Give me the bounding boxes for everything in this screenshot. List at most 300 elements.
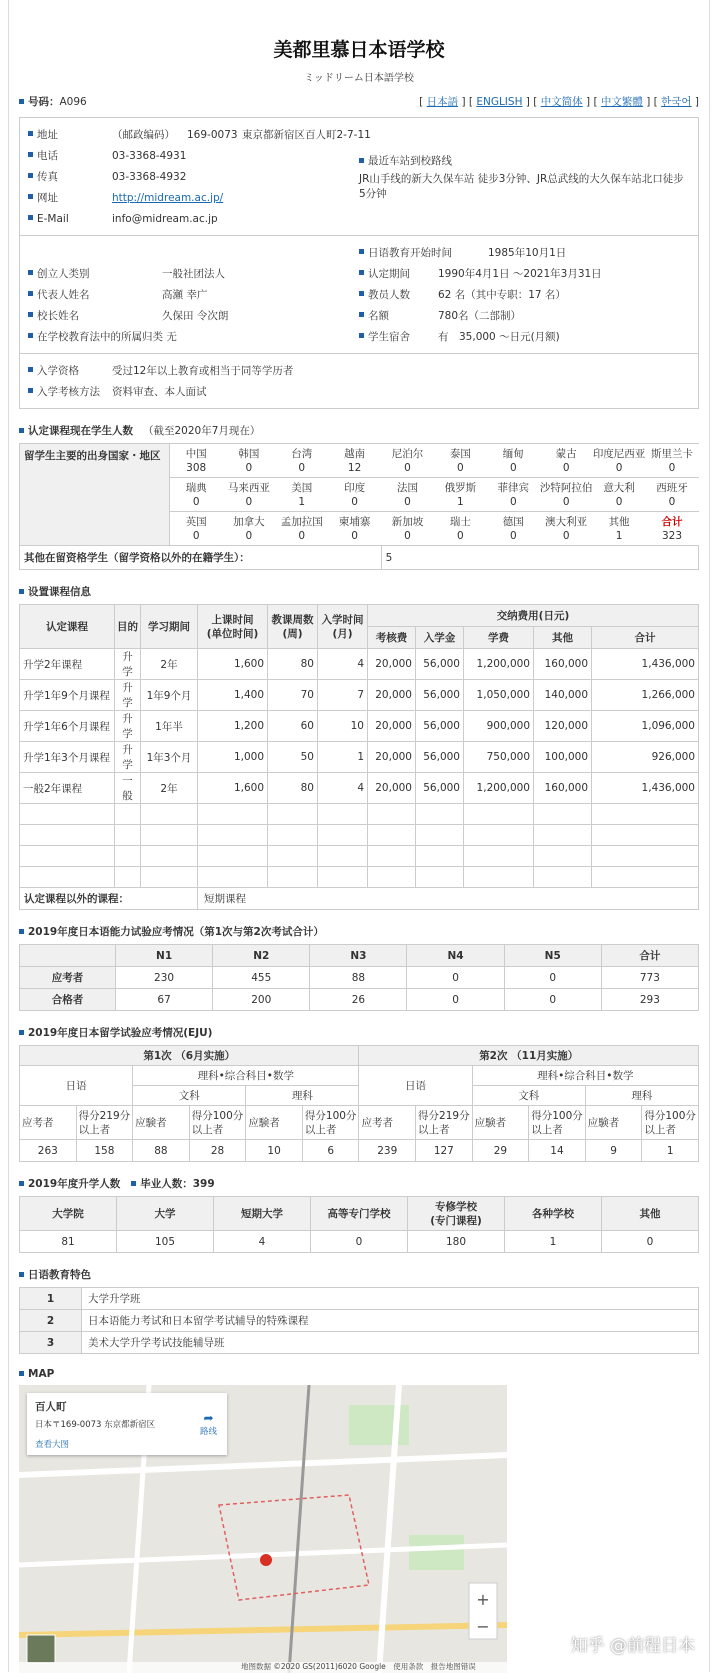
lang-link-zh-tw[interactable]: 中文繁體 bbox=[600, 96, 643, 108]
column-header: 其他 bbox=[534, 627, 592, 649]
table-cell: 升学2年课程 bbox=[20, 649, 115, 680]
empty-cell bbox=[115, 825, 141, 846]
column-header: N5 bbox=[504, 945, 601, 967]
table-cell: 67 bbox=[116, 989, 213, 1011]
table-cell: 1,600 bbox=[198, 649, 268, 680]
lang-link-zh-cn[interactable]: 中文简体 bbox=[540, 96, 583, 108]
empty-cell bbox=[464, 846, 534, 867]
country-name: 加拿大 bbox=[233, 515, 265, 528]
table-cell: 20,000 bbox=[368, 711, 416, 742]
bullet-icon bbox=[359, 249, 364, 254]
country-name: 泰国 bbox=[449, 447, 471, 460]
method-value: 资料审查、本人面试 bbox=[112, 386, 207, 398]
empty-cell bbox=[318, 804, 368, 825]
map-section-title bbox=[19, 1368, 699, 1380]
table-cell: 180 bbox=[408, 1231, 505, 1253]
table-cell: 升学1年9个月课程 bbox=[20, 680, 115, 711]
column-header: 大学 bbox=[117, 1197, 214, 1231]
map-place-address: 日本〒169-0073 东京都新宿区 bbox=[35, 1420, 156, 1430]
fax-label: 传真 bbox=[37, 171, 58, 183]
eju-humanities-header: 文科 bbox=[133, 1086, 246, 1106]
country-count: 0 bbox=[404, 495, 411, 508]
eju-subheader: 得分100分以上者 bbox=[642, 1106, 699, 1140]
other-courses-label: 认定课程以外的课程： bbox=[20, 888, 198, 910]
country-count: 0 bbox=[192, 529, 200, 542]
table-cell: 0 bbox=[311, 1231, 408, 1253]
id-value: A096 bbox=[59, 96, 87, 108]
table-cell: 26 bbox=[310, 989, 407, 1011]
column-header: 考核费 bbox=[368, 627, 416, 649]
empty-cell bbox=[464, 867, 534, 888]
table-cell: 773 bbox=[601, 967, 698, 989]
table-cell: 56,000 bbox=[416, 742, 464, 773]
country-name: 印度 bbox=[344, 481, 366, 494]
law-label: 在学校教育法中的所属归类 bbox=[37, 331, 163, 343]
country-name: 合计 bbox=[661, 515, 683, 528]
table-row bbox=[20, 967, 699, 989]
column-header: 合计 bbox=[592, 627, 699, 649]
feature-text: 日本语能力考试和日本留学考试辅导的特殊课程 bbox=[82, 1310, 699, 1332]
eju-value: 263 bbox=[20, 1140, 77, 1162]
empty-cell bbox=[592, 867, 699, 888]
country-cell bbox=[540, 444, 593, 478]
table-cell: 0 bbox=[407, 989, 504, 1011]
country-count: 0 bbox=[351, 529, 358, 542]
bullet-icon bbox=[19, 929, 24, 934]
country-cell bbox=[487, 444, 540, 478]
table-cell: 293 bbox=[601, 989, 698, 1011]
empty-cell bbox=[268, 846, 318, 867]
empty-cell bbox=[141, 867, 198, 888]
table-cell: 升学1年3个月课程 bbox=[20, 742, 115, 773]
empty-row bbox=[20, 825, 699, 846]
email-value: info@midream.ac.jp bbox=[112, 212, 218, 225]
eju-science-header: 理科•综合科目•数学 bbox=[472, 1066, 698, 1086]
country-count: 0 bbox=[509, 461, 517, 474]
table-cell: 1,436,000 bbox=[592, 773, 699, 804]
table-cell: 56,000 bbox=[416, 649, 464, 680]
graduates-count: 毕业人数：399 bbox=[140, 1178, 215, 1190]
column-header: 上课时间 (单位时间) bbox=[198, 605, 268, 649]
empty-cell bbox=[534, 846, 592, 867]
country-name: 瑞典 bbox=[185, 481, 207, 494]
empty-cell bbox=[534, 804, 592, 825]
country-count: 0 bbox=[509, 495, 517, 508]
bullet-icon bbox=[19, 99, 24, 104]
empty-cell bbox=[464, 804, 534, 825]
table-cell: 1,200,000 bbox=[464, 649, 534, 680]
bullet-icon bbox=[19, 1181, 24, 1186]
bullet-icon bbox=[28, 312, 33, 317]
contact-section bbox=[20, 118, 698, 236]
eju-subheader: 得分100分以上者 bbox=[529, 1106, 586, 1140]
website-link[interactable]: http://midream.ac.jp/ bbox=[112, 191, 224, 204]
country-name: 英国 bbox=[185, 515, 207, 528]
eju-value: 10 bbox=[246, 1140, 303, 1162]
features-section-title bbox=[19, 1267, 699, 1282]
table-row bbox=[20, 742, 699, 773]
postal-code: 169-0073 bbox=[187, 128, 238, 141]
country-count: 0 bbox=[245, 461, 253, 474]
features-title: 日语教育特色 bbox=[28, 1269, 91, 1281]
eju-value: 127 bbox=[416, 1140, 473, 1162]
country-count: 0 bbox=[245, 495, 253, 508]
country-cell bbox=[170, 478, 223, 512]
country-count: 0 bbox=[615, 495, 623, 508]
country-count: 323 bbox=[661, 529, 683, 542]
empty-row bbox=[20, 867, 699, 888]
table-cell: 60 bbox=[268, 711, 318, 742]
lang-link-jp[interactable]: 日本語 bbox=[426, 96, 459, 108]
table-row bbox=[20, 888, 699, 910]
country-cell bbox=[434, 512, 487, 546]
courses-table bbox=[19, 604, 699, 910]
eju-japanese-header: 日语 bbox=[20, 1066, 133, 1106]
other-students-label: 其他在留资格学生（留学资格以外的在籍学生）： bbox=[20, 546, 382, 570]
table-cell: 升学1年6个月课程 bbox=[20, 711, 115, 742]
address-value: 東京都新宿区百人町2-7-11 bbox=[242, 129, 371, 141]
eju-subheader: 得分100分以上者 bbox=[189, 1106, 246, 1140]
eju-first-header: 第1次 （6月实施） bbox=[20, 1046, 359, 1066]
map-place-card bbox=[27, 1393, 227, 1455]
country-name: 马来西亚 bbox=[227, 481, 270, 494]
directions-button[interactable] bbox=[200, 1411, 217, 1437]
empty-cell bbox=[416, 825, 464, 846]
country-label: 留学生主要的出身国家・地区 bbox=[20, 444, 170, 546]
info-box bbox=[19, 117, 699, 409]
table-cell: 1,600 bbox=[198, 773, 268, 804]
jlpt-table bbox=[19, 944, 699, 1011]
bullet-icon bbox=[19, 1030, 24, 1035]
students-note: （截至2020年7月现在） bbox=[143, 425, 261, 437]
empty-cell bbox=[368, 846, 416, 867]
eju-subheader: 应験者 bbox=[585, 1106, 642, 1140]
column-header: 入学金 bbox=[416, 627, 464, 649]
table-cell: 80 bbox=[268, 649, 318, 680]
map-title: MAP bbox=[28, 1368, 55, 1380]
country-count: 0 bbox=[562, 461, 570, 474]
table-header-row bbox=[20, 945, 699, 967]
principal-value: 久保田 令次朗 bbox=[162, 310, 229, 322]
country-cell bbox=[646, 512, 699, 546]
country-count: 0 bbox=[298, 529, 306, 542]
empty-cell bbox=[268, 825, 318, 846]
country-name: 俄罗斯 bbox=[444, 481, 477, 494]
table-cell: 4 bbox=[318, 773, 368, 804]
features-table bbox=[19, 1287, 699, 1354]
eju-second-header: 第2次 （11月实施） bbox=[359, 1046, 699, 1066]
country-name: 新加坡 bbox=[391, 515, 424, 528]
table-cell: 20,000 bbox=[368, 649, 416, 680]
jlpt-title: 2019年度日本语能力试验应考情况（第1次与第2次考试合计） bbox=[28, 926, 324, 938]
teachers-value: 62 名（其中专职：17 名） bbox=[438, 289, 566, 301]
table-cell: 1年3个月 bbox=[141, 742, 198, 773]
country-cell bbox=[540, 478, 593, 512]
eju-subheader: 应験者 bbox=[472, 1106, 529, 1140]
admission-section bbox=[20, 354, 698, 408]
view-larger-map-link[interactable]: 查看大图 bbox=[35, 1440, 70, 1450]
table-header-row bbox=[20, 605, 699, 627]
page bbox=[8, 0, 710, 1672]
bullet-icon bbox=[19, 1371, 24, 1376]
table-cell: 1,200 bbox=[198, 711, 268, 742]
map-pin-icon bbox=[260, 1554, 272, 1566]
country-cell bbox=[646, 444, 699, 478]
table-cell: 1,000 bbox=[198, 742, 268, 773]
country-cell bbox=[381, 512, 434, 546]
country-name: 澳大利亚 bbox=[545, 515, 588, 528]
eju-subheader: 应験者 bbox=[246, 1106, 303, 1140]
empty-cell bbox=[534, 825, 592, 846]
period-label: 认定期间 bbox=[368, 268, 410, 280]
column-header: 学费 bbox=[464, 627, 534, 649]
country-cell bbox=[593, 444, 646, 478]
table-cell: 0 bbox=[602, 1231, 699, 1253]
country-cell bbox=[222, 478, 275, 512]
table-cell: 20,000 bbox=[368, 680, 416, 711]
empty-cell bbox=[141, 846, 198, 867]
table-cell: 50 bbox=[268, 742, 318, 773]
table-cell: 926,000 bbox=[592, 742, 699, 773]
eju-sciences-header: 理科 bbox=[585, 1086, 698, 1106]
empty-cell bbox=[115, 867, 141, 888]
fax-value: 03-3368-4932 bbox=[112, 170, 187, 183]
country-cell bbox=[222, 512, 275, 546]
eju-value: 1 bbox=[642, 1140, 699, 1162]
feature-number: 3 bbox=[20, 1332, 82, 1354]
country-cell bbox=[487, 478, 540, 512]
bullet-icon bbox=[28, 215, 33, 220]
country-cell bbox=[275, 512, 328, 546]
eju-subheader: 应考者 bbox=[359, 1106, 416, 1140]
founder-label: 创立人类别 bbox=[37, 268, 90, 280]
table-cell: 56,000 bbox=[416, 711, 464, 742]
empty-cell bbox=[592, 825, 699, 846]
lang-link-en[interactable]: ENGLISH bbox=[476, 96, 523, 108]
satellite-toggle-icon bbox=[27, 1635, 55, 1663]
country-name: 美国 bbox=[291, 481, 313, 494]
country-name: 法国 bbox=[397, 481, 418, 494]
table-cell: 160,000 bbox=[534, 649, 592, 680]
zoom-in-icon: + bbox=[476, 1590, 490, 1609]
bullet-icon bbox=[19, 589, 24, 594]
students-title: 认定课程现在学生人数 bbox=[28, 425, 133, 437]
table-cell: 1,436,000 bbox=[592, 649, 699, 680]
tel-label: 电话 bbox=[37, 150, 58, 162]
eju-section-title bbox=[19, 1025, 699, 1040]
table-header-row bbox=[20, 1066, 699, 1086]
eju-value: 88 bbox=[133, 1140, 190, 1162]
eju-value: 6 bbox=[302, 1140, 359, 1162]
entrance-title: 2019年度升学人数 bbox=[28, 1178, 121, 1190]
country-name: 越南 bbox=[344, 447, 366, 460]
table-cell: 7 bbox=[318, 680, 368, 711]
empty-cell bbox=[20, 804, 115, 825]
bullet-icon bbox=[28, 270, 33, 275]
email-label: E-Mail bbox=[37, 212, 69, 225]
empty-cell bbox=[115, 804, 141, 825]
empty-cell bbox=[534, 867, 592, 888]
map-place-name: 百人町 bbox=[35, 1401, 67, 1413]
empty-cell bbox=[20, 825, 115, 846]
bullet-icon bbox=[28, 131, 33, 136]
country-cell bbox=[593, 512, 646, 546]
table-cell: 升学 bbox=[115, 742, 141, 773]
country-name: 中国 bbox=[185, 447, 207, 460]
bullet-icon bbox=[131, 1181, 136, 1186]
empty-row bbox=[20, 846, 699, 867]
empty-row bbox=[20, 804, 699, 825]
table-row bbox=[20, 1231, 699, 1253]
eju-sciences-header: 理科 bbox=[246, 1086, 359, 1106]
eju-value: 158 bbox=[76, 1140, 133, 1162]
empty-cell bbox=[198, 846, 268, 867]
table-cell: 200 bbox=[213, 989, 310, 1011]
capacity-value: 780名（二部制） bbox=[438, 310, 522, 322]
bullet-icon bbox=[28, 388, 33, 393]
bullet-icon bbox=[28, 173, 33, 178]
country-cell bbox=[170, 444, 223, 478]
eju-subheader: 应験者 bbox=[133, 1106, 190, 1140]
table-cell: 100,000 bbox=[534, 742, 592, 773]
courses-section-title bbox=[19, 584, 699, 599]
country-name: 瑞士 bbox=[449, 515, 471, 528]
empty-cell bbox=[368, 867, 416, 888]
students-table bbox=[19, 443, 699, 570]
eju-subheader: 应考者 bbox=[20, 1106, 77, 1140]
table-row bbox=[20, 773, 699, 804]
table-cell: 88 bbox=[310, 967, 407, 989]
dorm-label: 学生宿舍 bbox=[368, 331, 410, 343]
table-cell: 20,000 bbox=[368, 773, 416, 804]
feature-number: 2 bbox=[20, 1310, 82, 1332]
column-header: 学习期间 bbox=[141, 605, 198, 649]
empty-cell bbox=[464, 825, 534, 846]
entrance-table bbox=[19, 1196, 699, 1253]
station-value: JR山手线的新大久保车站 徒步3分钟、JR总武线的大久保车站北口徒步5分钟 bbox=[359, 173, 684, 200]
country-cell bbox=[328, 444, 381, 478]
country-count: 308 bbox=[186, 461, 207, 474]
table-cell: 4 bbox=[318, 649, 368, 680]
table-cell: 1 bbox=[505, 1231, 602, 1253]
eju-value: 239 bbox=[359, 1140, 416, 1162]
country-name: 斯里兰卡 bbox=[651, 447, 693, 460]
table-cell: 2年 bbox=[141, 649, 198, 680]
empty-cell bbox=[198, 825, 268, 846]
country-count: 0 bbox=[562, 529, 570, 542]
start-label: 日语教育开始时间 bbox=[368, 247, 452, 259]
empty-cell bbox=[592, 846, 699, 867]
table-cell: 2年 bbox=[141, 773, 198, 804]
lang-link-ko[interactable]: 한국어 bbox=[661, 96, 692, 108]
empty-cell bbox=[318, 825, 368, 846]
column-header: N4 bbox=[407, 945, 504, 967]
country-cell bbox=[593, 478, 646, 512]
id-label: 号码： bbox=[28, 96, 60, 108]
country-cell bbox=[487, 512, 540, 546]
table-cell: 750,000 bbox=[464, 742, 534, 773]
column-header: 高等专门学校 bbox=[311, 1197, 408, 1231]
country-count: 0 bbox=[245, 529, 253, 542]
table-cell: 1,266,000 bbox=[592, 680, 699, 711]
empty-cell bbox=[318, 846, 368, 867]
country-cell bbox=[646, 478, 699, 512]
bullet-icon bbox=[359, 158, 364, 163]
empty-cell bbox=[416, 804, 464, 825]
school-info-section bbox=[20, 236, 698, 354]
rep-label: 代表人姓名 bbox=[37, 289, 90, 301]
zoom-out-icon: − bbox=[476, 1617, 490, 1636]
country-name: 孟加拉国 bbox=[280, 515, 323, 528]
table-cell: 20,000 bbox=[368, 742, 416, 773]
table-row bbox=[20, 649, 699, 680]
eju-value: 14 bbox=[529, 1140, 586, 1162]
feature-text: 美术大学升学考试技能辅导班 bbox=[82, 1332, 699, 1354]
law-value: 无 bbox=[166, 331, 177, 343]
empty-cell bbox=[416, 846, 464, 867]
country-name: 柬埔寨 bbox=[338, 515, 371, 528]
bullet-icon bbox=[28, 152, 33, 157]
column-header: N3 bbox=[310, 945, 407, 967]
map-embed[interactable] bbox=[19, 1385, 507, 1673]
table-cell: 应考者 bbox=[20, 967, 116, 989]
table-row bbox=[20, 680, 699, 711]
bullet-icon bbox=[28, 333, 33, 338]
table-cell: 0 bbox=[504, 967, 601, 989]
corner-cell bbox=[20, 945, 116, 967]
start-value: 1985年10月1日 bbox=[488, 247, 567, 259]
table-cell: 1年9个月 bbox=[141, 680, 198, 711]
table-cell: 升学 bbox=[115, 680, 141, 711]
eju-value: 9 bbox=[585, 1140, 642, 1162]
column-header: N1 bbox=[116, 945, 213, 967]
feature-text: 大学升学班 bbox=[82, 1288, 699, 1310]
column-header: 入学时间 (月) bbox=[318, 605, 368, 649]
table-cell: 一般 bbox=[115, 773, 141, 804]
table-cell: 70 bbox=[268, 680, 318, 711]
table-cell: 1 bbox=[318, 742, 368, 773]
bullet-icon bbox=[359, 291, 364, 296]
column-header: 短期大学 bbox=[214, 1197, 311, 1231]
empty-cell bbox=[592, 804, 699, 825]
table-cell: 120,000 bbox=[534, 711, 592, 742]
country-count: 0 bbox=[668, 461, 676, 474]
eju-table bbox=[19, 1045, 699, 1162]
empty-cell bbox=[268, 867, 318, 888]
founder-value: 一般社团法人 bbox=[162, 268, 225, 280]
country-name: 印度尼西亚 bbox=[592, 447, 646, 460]
park-area bbox=[409, 1535, 464, 1570]
country-cell bbox=[381, 478, 434, 512]
bullet-icon bbox=[19, 428, 24, 433]
country-name: 台湾 bbox=[291, 447, 313, 460]
country-name: 缅甸 bbox=[502, 447, 524, 460]
country-count: 1 bbox=[457, 495, 464, 508]
country-count: 1 bbox=[298, 495, 306, 508]
empty-cell bbox=[115, 846, 141, 867]
country-name: 意大利 bbox=[603, 481, 635, 494]
method-label: 入学考核方法 bbox=[37, 386, 100, 398]
country-count: 0 bbox=[351, 495, 358, 508]
table-row bbox=[20, 444, 699, 478]
column-header: 合计 bbox=[601, 945, 698, 967]
empty-cell bbox=[20, 867, 115, 888]
address-label: 地址 bbox=[37, 129, 58, 141]
eju-subheader: 得分219分以上者 bbox=[76, 1106, 133, 1140]
country-name: 德国 bbox=[502, 515, 524, 528]
country-count: 0 bbox=[615, 461, 623, 474]
language-links: [ 日本語 ] [ ENGLISH ] [ 中文简体 ] [ 中文繁體 ] [ 한국어 ] bbox=[419, 96, 699, 108]
